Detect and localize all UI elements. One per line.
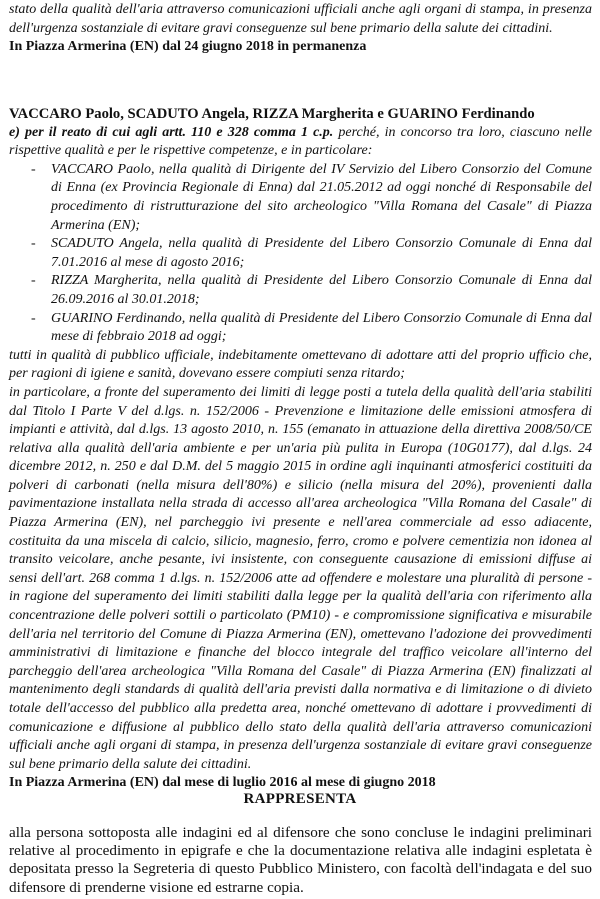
defendants-heading: VACCARO Paolo, SCADUTO Angela, RIZZA Margherita e GUARINO Ferdinando	[9, 106, 535, 122]
omission-paragraph: tutti in qualità di pubblico ufficiale, indebitamente omettevano di adottare atti del proprio ufficio che, per ragioni di igiene e sanità, dovevano essere compiuti senza ritardo;	[9, 347, 592, 382]
list-item: - GUARINO Ferdinando, nella qualità di Presidente del Libero Consorzio Comunale di Enna dal mese di febbraio 2018 ad oggi;	[51, 310, 592, 347]
closing-paragraph: alla persona sottoposta alle indagini ed al difensore che sono concluse le indagini preliminari relative al procedimento in epigrafe e che la documentazione relativa alle indagini espletata è depositata presso la Segreteria di questo Pubblico Ministero, con facoltà dell'indagata e del suo difensore di prenderne visione ed estrarne copia.	[9, 824, 592, 896]
list-item: - VACCARO Paolo, nella qualità di Dirigente del IV Servizio del Libero Consorzio del Comune di Enna (ex Provincia Regionale di Enna) dal 21.05.2012 ad oggi nonché di Responsabile del procedimento di ristrutturazione del sito archeologico "Villa Romana del Casale" di Piazza Armerina (EN);	[51, 161, 592, 235]
previous-charge-tail	[9, 1, 592, 57]
charge-label: e) per il reato di cui agli artt. 110 e 328 comma 1 c.p.	[9, 124, 334, 140]
section-title: RAPPRESENTA	[243, 791, 357, 807]
charge-lead	[9, 124, 592, 161]
charge-lead-rest: perché, in concorso tra loro, ciascuno nelle rispettive qualità e per le rispettive competenze, e in particolare:	[9, 124, 592, 159]
defendants-roles-list	[9, 161, 592, 347]
list-item: - SCADUTO Angela, nella qualità di Presidente del Libero Consorzio Comunale di Enna dal 7.01.2016 al mese di agosto 2016;	[51, 235, 592, 272]
continuation-paragraph: stato della qualità dell'aria attraverso comunicazioni ufficiali anche agli organi di stampa, in presenza dell'urgenza sostanziale di evitare gravi conseguenze sul bene primario della salute dei cittadini.	[9, 2, 592, 36]
charge-e-section	[9, 105, 592, 793]
location-date-line: In Piazza Armerina (EN) dal 24 giugno 2018 in permanenza	[9, 39, 367, 55]
details-paragraph: in particolare, a fronte del superamento dei limiti di legge posti a tutela della qualità dell'aria stabiliti dal Titolo I Parte V del d.lgs. n. 152/2006 - Prevenzione e limitazione delle emissioni atmosfera di impianti e attività, dal d.lgs. 13 agosto 2010, n. 155 (emanato in attuazione della direttiva 2008/50/CE relativa alla qualità dell'aria ambiente e per un'aria più pulita in Europa (10G0177), dal d.lgs. 24 dicembre 2012, n. 250 e dal D.M. del 5 maggio 2015 in ordine agli inquinanti atmosferici costituiti da polveri di carbonati (nella misura dell'80%) e silicio (nella misura del 20%), provenienti dalla pavimentazione installata nella strada di accesso all'area archeologica "Villa Romana del Casale" di Piazza Armerina (EN), nel parcheggio ivi presente e nell'area commerciale ad esso adiacente, costituita da una miscela di calcio, silicio, magnesio, ferro, cromo e polvere cementizia non idonea al transito veicolare, anche pesante, ivi insistente, con conseguente causazione di emissioni diffuse ai sensi dell'art. 268 comma 1 d.lgs. n. 152/2006 atte ad offendere e molestare una pluralità di persone - in ragione del superamento dei limiti stabiliti dalla legge per la qualità dell'aria con riferimento alla concentrazione delle polveri sottili o particolato (PM10) - e compromissione significativa e misurabile dell'aria nel territorio del Comune di Piazza Armerina (EN), omettevano l'adozione dei provvedimenti amministrativi di limitazione e finanche del blocco integrale del traffico veicolare all'interno del parcheggio dell'area archeologica "Villa Romana del Casale" di Piazza Armerina (EN) finalizzati al mantenimento degli standards di qualità dell'aria previsti dalla normativa e di limitazione o di divieto totale dell'accesso del pubblico alla predetta area, nonché omettevano di adottare i provvedimenti di comunicazione e diffusione al pubblico dello stato della qualità dell'aria attraverso comunicazioni ufficiali anche agli organi di stampa, in presenza dell'urgenza sostanziale di evitare gravi conseguenze sul bene primario della salute dei cittadini.	[9, 384, 592, 772]
list-item: - RIZZA Margherita, nella qualità di Presidente del Libero Consorzio Comunale di Enna dal 26.09.2016 al 30.01.2018;	[51, 272, 592, 309]
location-date-line: In Piazza Armerina (EN) dal mese di luglio 2016 al mese di giugno 2018	[9, 775, 436, 791]
